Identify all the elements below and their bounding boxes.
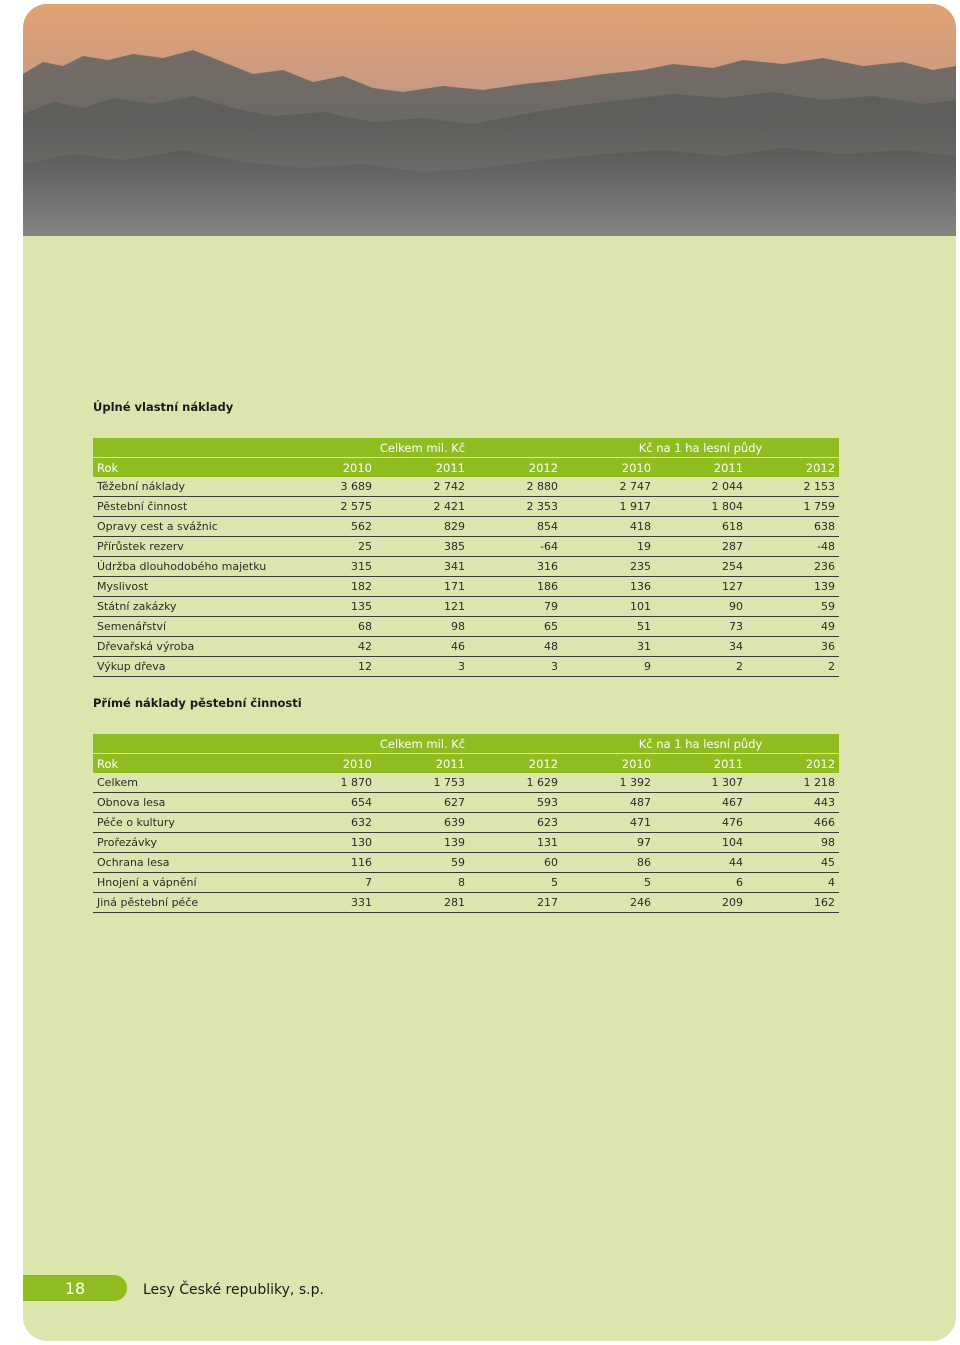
table2-header-cell: 2010 <box>283 754 376 774</box>
table-cell: 59 <box>747 597 839 617</box>
table-row <box>93 873 839 893</box>
silviculture-costs-table <box>93 734 839 913</box>
table2-header-cell: 2011 <box>655 754 747 774</box>
table-row <box>93 617 839 637</box>
table-row <box>93 657 839 677</box>
table-row <box>93 477 839 497</box>
row-label: Ochrana lesa <box>93 853 283 873</box>
table-row <box>93 597 839 617</box>
table-cell: 316 <box>469 557 562 577</box>
row-label: Opravy cest a svážnic <box>93 517 283 537</box>
table-cell: 139 <box>376 833 469 853</box>
table-cell: 131 <box>469 833 562 853</box>
table-cell: 44 <box>655 853 747 873</box>
table-cell: 59 <box>376 853 469 873</box>
table-cell: 90 <box>655 597 747 617</box>
table-cell: 654 <box>283 793 376 813</box>
table-cell: 2 575 <box>283 497 376 517</box>
table-cell: 1 753 <box>376 773 469 793</box>
row-label: Semenářství <box>93 617 283 637</box>
table-cell: 136 <box>562 577 655 597</box>
table-cell: 2 <box>655 657 747 677</box>
row-label: Celkem <box>93 773 283 793</box>
table-cell: 45 <box>747 853 839 873</box>
table-cell: 48 <box>469 637 562 657</box>
table-cell: 2 421 <box>376 497 469 517</box>
table-cell: 2 353 <box>469 497 562 517</box>
table2-group-per-ha: Kč na 1 ha lesní půdy <box>562 734 839 754</box>
table-cell: 49 <box>747 617 839 637</box>
table-cell: 562 <box>283 517 376 537</box>
table-cell: 1 917 <box>562 497 655 517</box>
table-cell: 466 <box>747 813 839 833</box>
table-cell: 2 742 <box>376 477 469 497</box>
row-label: Dřevařská výroba <box>93 637 283 657</box>
table-cell: 73 <box>655 617 747 637</box>
table-cell: 130 <box>283 833 376 853</box>
row-label: Pěstební činnost <box>93 497 283 517</box>
table-cell: 68 <box>283 617 376 637</box>
table-cell: 385 <box>376 537 469 557</box>
table-cell: 254 <box>655 557 747 577</box>
table-row <box>93 853 839 873</box>
table2-header-cell: 2012 <box>747 754 839 774</box>
table1-group-total: Celkem mil. Kč <box>283 438 562 458</box>
table-cell: 1 870 <box>283 773 376 793</box>
table-cell: 139 <box>747 577 839 597</box>
page-number: 18 <box>23 1275 127 1301</box>
table1-group-per-ha: Kč na 1 ha lesní půdy <box>562 438 839 458</box>
table2-body <box>93 773 839 913</box>
table-cell: 1 629 <box>469 773 562 793</box>
forest-landscape-illustration <box>23 4 956 236</box>
table1-header-cell: 2011 <box>655 458 747 478</box>
table1-body <box>93 477 839 677</box>
table-cell: 25 <box>283 537 376 557</box>
table-cell: 8 <box>376 873 469 893</box>
table-row <box>93 813 839 833</box>
table2-header-cell: 2012 <box>469 754 562 774</box>
page <box>23 4 956 1341</box>
table-cell: 5 <box>562 873 655 893</box>
table-cell: 217 <box>469 893 562 913</box>
table-cell: 341 <box>376 557 469 577</box>
table2-group-total: Celkem mil. Kč <box>283 734 562 754</box>
table1-header-cell: 2012 <box>747 458 839 478</box>
table-cell: 287 <box>655 537 747 557</box>
table-cell: 186 <box>469 577 562 597</box>
table-cell: 246 <box>562 893 655 913</box>
table-cell: 3 689 <box>283 477 376 497</box>
table-cell: 7 <box>283 873 376 893</box>
table-cell: 19 <box>562 537 655 557</box>
table-cell: 2 044 <box>655 477 747 497</box>
table-cell: 1 392 <box>562 773 655 793</box>
table-row <box>93 537 839 557</box>
table2-header-cell: 2010 <box>562 754 655 774</box>
table-row <box>93 773 839 793</box>
row-label: Výkup dřeva <box>93 657 283 677</box>
row-label: Myslivost <box>93 577 283 597</box>
table-cell: 235 <box>562 557 655 577</box>
table-cell: 3 <box>376 657 469 677</box>
table1-group-header <box>93 438 839 458</box>
table2-header-year: Rok <box>93 754 283 774</box>
table-cell: 101 <box>562 597 655 617</box>
table-row <box>93 637 839 657</box>
table-cell: 854 <box>469 517 562 537</box>
table-cell: 2 880 <box>469 477 562 497</box>
row-label: Hnojení a vápnění <box>93 873 283 893</box>
table-cell: 1 759 <box>747 497 839 517</box>
table-cell: 98 <box>747 833 839 853</box>
table2-title: Přímé náklady pěstební činnosti <box>93 696 302 710</box>
table1-header-year: Rok <box>93 458 283 478</box>
table-cell: 2 153 <box>747 477 839 497</box>
table-cell: 42 <box>283 637 376 657</box>
table-cell: 281 <box>376 893 469 913</box>
table1-title: Úplné vlastní náklady <box>93 400 234 414</box>
table-cell: 236 <box>747 557 839 577</box>
table-cell: 471 <box>562 813 655 833</box>
table-row <box>93 793 839 813</box>
table-cell: 209 <box>655 893 747 913</box>
row-label: Státní zakázky <box>93 597 283 617</box>
table-cell: 127 <box>655 577 747 597</box>
table-row <box>93 893 839 913</box>
table2-header-row <box>93 754 839 774</box>
table-cell: 12 <box>283 657 376 677</box>
table-cell: 1 218 <box>747 773 839 793</box>
table-cell: 476 <box>655 813 747 833</box>
table-cell: 331 <box>283 893 376 913</box>
table-cell: 98 <box>376 617 469 637</box>
table-cell: 104 <box>655 833 747 853</box>
table-cell: 9 <box>562 657 655 677</box>
row-label: Údržba dlouhodobého majetku <box>93 557 283 577</box>
table-cell: 46 <box>376 637 469 657</box>
table1-header-cell: 2010 <box>283 458 376 478</box>
table-cell: 593 <box>469 793 562 813</box>
table-cell: 60 <box>469 853 562 873</box>
table-cell: 618 <box>655 517 747 537</box>
table-cell: 2 <box>747 657 839 677</box>
table-row <box>93 517 839 537</box>
table-cell: 632 <box>283 813 376 833</box>
table-cell: 182 <box>283 577 376 597</box>
table-cell: 121 <box>376 597 469 617</box>
table2-header-cell: 2011 <box>376 754 469 774</box>
table-cell: 162 <box>747 893 839 913</box>
table-cell: 638 <box>747 517 839 537</box>
table-cell: 97 <box>562 833 655 853</box>
table-cell: 4 <box>747 873 839 893</box>
table-cell: 31 <box>562 637 655 657</box>
table-cell: 34 <box>655 637 747 657</box>
row-label: Těžební náklady <box>93 477 283 497</box>
table-cell: 487 <box>562 793 655 813</box>
table-cell: 6 <box>655 873 747 893</box>
table1-header-cell: 2012 <box>469 458 562 478</box>
publisher-name: Lesy České republiky, s.p. <box>143 1282 324 1298</box>
forest-landscape-image <box>23 4 956 236</box>
table-cell: 467 <box>655 793 747 813</box>
table-cell: 171 <box>376 577 469 597</box>
table-cell: 639 <box>376 813 469 833</box>
table-row <box>93 833 839 853</box>
table1-header-cell: 2010 <box>562 458 655 478</box>
row-label: Péče o kultury <box>93 813 283 833</box>
table-cell: 443 <box>747 793 839 813</box>
table-cell: 418 <box>562 517 655 537</box>
table1-header-cell: 2011 <box>376 458 469 478</box>
table-cell: -64 <box>469 537 562 557</box>
row-label: Obnova lesa <box>93 793 283 813</box>
row-label: Přírůstek rezerv <box>93 537 283 557</box>
table-cell: -48 <box>747 537 839 557</box>
table-cell: 623 <box>469 813 562 833</box>
full-costs-table <box>93 438 839 677</box>
row-label: Jiná pěstební péče <box>93 893 283 913</box>
table-cell: 135 <box>283 597 376 617</box>
table-cell: 1 804 <box>655 497 747 517</box>
table-cell: 2 747 <box>562 477 655 497</box>
table-row <box>93 557 839 577</box>
table-row <box>93 497 839 517</box>
table-row <box>93 577 839 597</box>
table-cell: 5 <box>469 873 562 893</box>
table-cell: 627 <box>376 793 469 813</box>
table-cell: 829 <box>376 517 469 537</box>
row-label: Prořezávky <box>93 833 283 853</box>
table2-group-header <box>93 734 839 754</box>
table-cell: 36 <box>747 637 839 657</box>
table-cell: 79 <box>469 597 562 617</box>
table-cell: 86 <box>562 853 655 873</box>
table-cell: 3 <box>469 657 562 677</box>
table1-header-row <box>93 458 839 478</box>
table-cell: 51 <box>562 617 655 637</box>
table-cell: 65 <box>469 617 562 637</box>
table-cell: 315 <box>283 557 376 577</box>
table-cell: 116 <box>283 853 376 873</box>
table-cell: 1 307 <box>655 773 747 793</box>
